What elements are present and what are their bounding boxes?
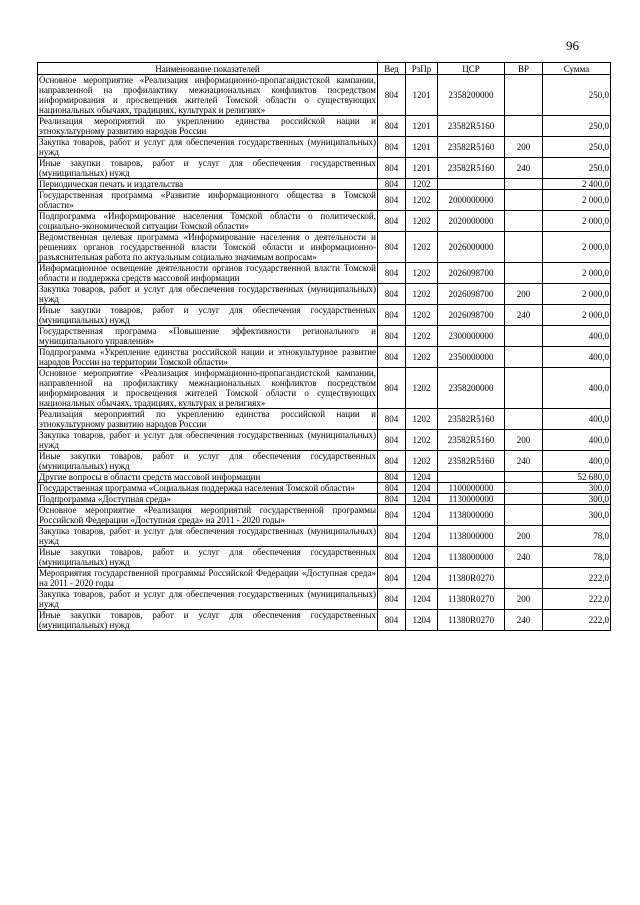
table-row [38, 526, 611, 547]
table-row [38, 610, 611, 631]
table-row [38, 179, 611, 190]
header-row [38, 63, 611, 75]
cell-name: Иные закупки товаров, работ и услуг для обеспечения государственных (муниципальных) нужд [39, 610, 376, 630]
table-row [38, 137, 611, 158]
budget-table [37, 62, 611, 631]
cell-rzpr: 1201 [406, 116, 438, 137]
cell-name: Закупка товаров, работ и услуг для обеспечения государственных (муниципальных) нужд [39, 430, 376, 450]
cell-ved: 804 [378, 326, 406, 347]
cell-vr [505, 326, 543, 347]
cell-sum: 2 000,0 [543, 211, 611, 232]
cell-ved: 804 [378, 547, 406, 568]
cell-ved: 804 [378, 494, 406, 505]
cell-name: Реализация мероприятий по укреплению единства российской нации и этнокультурному развитию народов России [39, 409, 376, 429]
table-row [38, 451, 611, 472]
table-row [38, 211, 611, 232]
cell-csr: 2026098700 [438, 305, 505, 326]
cell-ved: 804 [378, 409, 406, 430]
table-row [38, 305, 611, 326]
cell-ved: 804 [378, 190, 406, 211]
cell-rzpr: 1204 [406, 526, 438, 547]
cell-name: Закупка товаров, работ и услуг для обеспечения государственных (муниципальных) нужд [39, 589, 376, 609]
cell-name: Основное мероприятие «Реализация мероприятий государственной программы Российской Федерации «Доступная среда» на 2011 - 2020 годы» [39, 505, 376, 525]
cell-sum: 2 000,0 [543, 232, 611, 263]
cell-vr [505, 347, 543, 368]
table-body [38, 75, 611, 631]
cell-rzpr: 1201 [406, 137, 438, 158]
cell-rzpr: 1202 [406, 305, 438, 326]
table-row [38, 158, 611, 179]
table-row [38, 589, 611, 610]
cell-csr: 23582R5160 [438, 137, 505, 158]
cell-name: Иные закупки товаров, работ и услуг для обеспечения государственных (муниципальных) нужд [39, 451, 376, 471]
cell-rzpr: 1204 [406, 610, 438, 631]
cell-vr: 240 [505, 547, 543, 568]
cell-csr [438, 472, 505, 483]
cell-vr [505, 472, 543, 483]
cell-ved: 804 [378, 116, 406, 137]
cell-sum: 300,0 [543, 483, 611, 494]
table-row [38, 263, 611, 284]
cell-vr [505, 494, 543, 505]
cell-vr [505, 116, 543, 137]
cell-rzpr: 1202 [406, 409, 438, 430]
cell-ved: 804 [378, 472, 406, 483]
header-name: Наименование показателей [38, 63, 378, 75]
cell-ved: 804 [378, 179, 406, 190]
cell-name: Ведомственная целевая программа «Информирование населения о деятельности и решениях органов государственной власти Томской области и информационно-разъяснительная работа по актуальным социально значимым вопросам» [39, 232, 376, 262]
cell-rzpr: 1204 [406, 472, 438, 483]
cell-name: Подпрограмма «Укрепление единства российской нации и этнокультурное развитие народов России на территории Томской области» [39, 347, 376, 367]
cell-rzpr: 1202 [406, 263, 438, 284]
cell-vr: 200 [505, 430, 543, 451]
cell-ved: 804 [378, 232, 406, 263]
cell-vr: 200 [505, 137, 543, 158]
cell-vr: 240 [505, 158, 543, 179]
cell-rzpr: 1204 [406, 547, 438, 568]
cell-sum: 400,0 [543, 326, 611, 347]
cell-vr [505, 483, 543, 494]
cell-csr: 1138000000 [438, 547, 505, 568]
cell-vr: 200 [505, 589, 543, 610]
cell-ved: 804 [378, 526, 406, 547]
cell-rzpr: 1204 [406, 494, 438, 505]
cell-rzpr: 1201 [406, 158, 438, 179]
cell-rzpr: 1202 [406, 368, 438, 409]
cell-csr: 1130000000 [438, 494, 505, 505]
header-rzpr: РзПр [406, 63, 438, 75]
cell-name: Иные закупки товаров, работ и услуг для обеспечения государственных (муниципальных) нужд [39, 547, 376, 567]
cell-ved: 804 [378, 505, 406, 526]
cell-csr: 1138000000 [438, 526, 505, 547]
cell-vr [505, 75, 543, 116]
cell-csr: 11380R0270 [438, 568, 505, 589]
cell-vr [505, 568, 543, 589]
table-row [38, 483, 611, 494]
cell-vr: 240 [505, 451, 543, 472]
cell-vr [505, 179, 543, 190]
cell-ved: 804 [378, 347, 406, 368]
cell-sum: 2 000,0 [543, 190, 611, 211]
cell-csr: 2350000000 [438, 347, 505, 368]
cell-name: Закупка товаров, работ и услуг для обеспечения государственных (муниципальных) нужд [39, 137, 376, 157]
cell-sum: 2 000,0 [543, 284, 611, 305]
cell-sum: 2 400,0 [543, 179, 611, 190]
table-row [38, 505, 611, 526]
cell-csr: 23582R5160 [438, 409, 505, 430]
cell-name: Подпрограмма «Информирование населения Томской области о политической, социально-экономической ситуации Томской области» [39, 211, 376, 231]
cell-name: Государственная программа «Развитие информационного общества в Томской области» [39, 190, 376, 210]
cell-sum: 2 000,0 [543, 263, 611, 284]
cell-name: Периодическая печать и издательства [38, 179, 378, 190]
cell-rzpr: 1204 [406, 483, 438, 494]
cell-vr [505, 368, 543, 409]
cell-name: Государственная программа «Социальная поддержка населения Томской области» [38, 483, 378, 494]
cell-csr: 23582R5160 [438, 430, 505, 451]
cell-sum: 400,0 [543, 430, 611, 451]
cell-vr: 240 [505, 305, 543, 326]
table-row [38, 116, 611, 137]
cell-csr: 23582R5160 [438, 158, 505, 179]
cell-csr [438, 179, 505, 190]
cell-ved: 804 [378, 483, 406, 494]
cell-sum: 52 680,0 [543, 472, 611, 483]
cell-sum: 78,0 [543, 526, 611, 547]
page-number: 96 [566, 38, 579, 53]
cell-vr [505, 211, 543, 232]
cell-name: Реализация мероприятий по укреплению единства российской нации и этнокультурному развитию народов России [39, 116, 376, 136]
cell-rzpr: 1201 [406, 75, 438, 116]
table-row [38, 75, 611, 116]
header-sum: Сумма [543, 63, 611, 75]
cell-sum: 400,0 [543, 409, 611, 430]
cell-csr: 1138000000 [438, 505, 505, 526]
cell-sum: 222,0 [543, 589, 611, 610]
cell-sum: 250,0 [543, 75, 611, 116]
cell-rzpr: 1202 [406, 190, 438, 211]
cell-vr: 200 [505, 526, 543, 547]
cell-name: Другие вопросы в области средств массовой информации [38, 472, 378, 483]
cell-sum: 250,0 [543, 116, 611, 137]
cell-name: Основное мероприятие «Реализация информационно-пропагандистской кампании, направленной на профилактику межнациональных конфликтов посредством информирования и просвещения жителей Томской области о существующих национальных обычаях, традициях, культурах и религиях» [39, 368, 376, 408]
header-ved: Вед [378, 63, 406, 75]
cell-sum: 300,0 [543, 494, 611, 505]
cell-ved: 804 [378, 430, 406, 451]
table-row [38, 347, 611, 368]
cell-vr [505, 409, 543, 430]
cell-csr: 1100000000 [438, 483, 505, 494]
cell-sum: 400,0 [543, 347, 611, 368]
cell-ved: 804 [378, 263, 406, 284]
cell-csr: 2358200000 [438, 75, 505, 116]
cell-name: Подпрограмма «Доступная среда» [38, 494, 378, 505]
cell-name: Основное мероприятие «Реализация информационно-пропагандистской кампании, направленной на профилактику межнациональных конфликтов посредством информирования и просвещения жителей Томской области о существующих национальных обычаях, традициях, культурах и религиях» [39, 75, 376, 115]
cell-rzpr: 1204 [406, 589, 438, 610]
cell-rzpr: 1202 [406, 430, 438, 451]
header-csr: ЦСР [438, 63, 505, 75]
table-row [38, 284, 611, 305]
cell-csr: 2026098700 [438, 284, 505, 305]
table-row [38, 472, 611, 483]
cell-name: Иные закупки товаров, работ и услуг для обеспечения государственных (муниципальных) нужд [39, 158, 376, 178]
cell-rzpr: 1202 [406, 347, 438, 368]
table-row [38, 409, 611, 430]
cell-name: Закупка товаров, работ и услуг для обеспечения государственных (муниципальных) нужд [39, 526, 376, 546]
cell-ved: 804 [378, 610, 406, 631]
cell-rzpr: 1202 [406, 326, 438, 347]
cell-sum: 222,0 [543, 610, 611, 631]
cell-rzpr: 1202 [406, 232, 438, 263]
cell-sum: 250,0 [543, 137, 611, 158]
cell-csr: 2020000000 [438, 211, 505, 232]
cell-csr: 11380R0270 [438, 589, 505, 610]
table-row [38, 190, 611, 211]
cell-sum: 400,0 [543, 368, 611, 409]
cell-rzpr: 1202 [406, 211, 438, 232]
cell-name: Иные закупки товаров, работ и услуг для обеспечения государственных (муниципальных) нужд [39, 305, 376, 325]
table-row [38, 494, 611, 505]
cell-sum: 400,0 [543, 451, 611, 472]
cell-rzpr: 1202 [406, 451, 438, 472]
cell-csr: 2000000000 [438, 190, 505, 211]
cell-vr [505, 190, 543, 211]
cell-ved: 804 [378, 137, 406, 158]
cell-csr: 2026000000 [438, 232, 505, 263]
cell-vr [505, 263, 543, 284]
cell-vr: 240 [505, 610, 543, 631]
cell-ved: 804 [378, 211, 406, 232]
cell-ved: 804 [378, 158, 406, 179]
cell-rzpr: 1202 [406, 179, 438, 190]
cell-vr [505, 232, 543, 263]
cell-vr: 200 [505, 284, 543, 305]
table-row [38, 232, 611, 263]
cell-name: Государственная программа «Повышение эффективности регионального и муниципального управления» [39, 326, 376, 346]
cell-sum: 300,0 [543, 505, 611, 526]
cell-ved: 804 [378, 305, 406, 326]
cell-rzpr: 1204 [406, 505, 438, 526]
cell-sum: 2 000,0 [543, 305, 611, 326]
cell-ved: 804 [378, 368, 406, 409]
cell-csr: 2358200000 [438, 368, 505, 409]
cell-csr: 2300000000 [438, 326, 505, 347]
header-vr: ВР [505, 63, 543, 75]
cell-sum: 78,0 [543, 547, 611, 568]
cell-csr: 11380R0270 [438, 610, 505, 631]
table-row [38, 368, 611, 409]
cell-ved: 804 [378, 451, 406, 472]
cell-ved: 804 [378, 589, 406, 610]
cell-name: Информационное освещение деятельности органов государственной власти Томской области и поддержка средств массовой информации [39, 263, 376, 283]
cell-csr: 2026098700 [438, 263, 505, 284]
table-row [38, 568, 611, 589]
cell-ved: 804 [378, 568, 406, 589]
table-row [38, 430, 611, 451]
cell-rzpr: 1204 [406, 568, 438, 589]
cell-csr: 23582R5160 [438, 116, 505, 137]
cell-rzpr: 1202 [406, 284, 438, 305]
table-row [38, 547, 611, 568]
cell-name: Закупка товаров, работ и услуг для обеспечения государственных (муниципальных) нужд [39, 284, 376, 304]
cell-csr: 23582R5160 [438, 451, 505, 472]
cell-sum: 250,0 [543, 158, 611, 179]
cell-vr [505, 505, 543, 526]
cell-name: Мероприятия государственной программы Российской Федерации «Доступная среда» на 2011 - 2020 годы [39, 568, 376, 588]
cell-sum: 222,0 [543, 568, 611, 589]
table-row [38, 326, 611, 347]
cell-ved: 804 [378, 75, 406, 116]
cell-ved: 804 [378, 284, 406, 305]
